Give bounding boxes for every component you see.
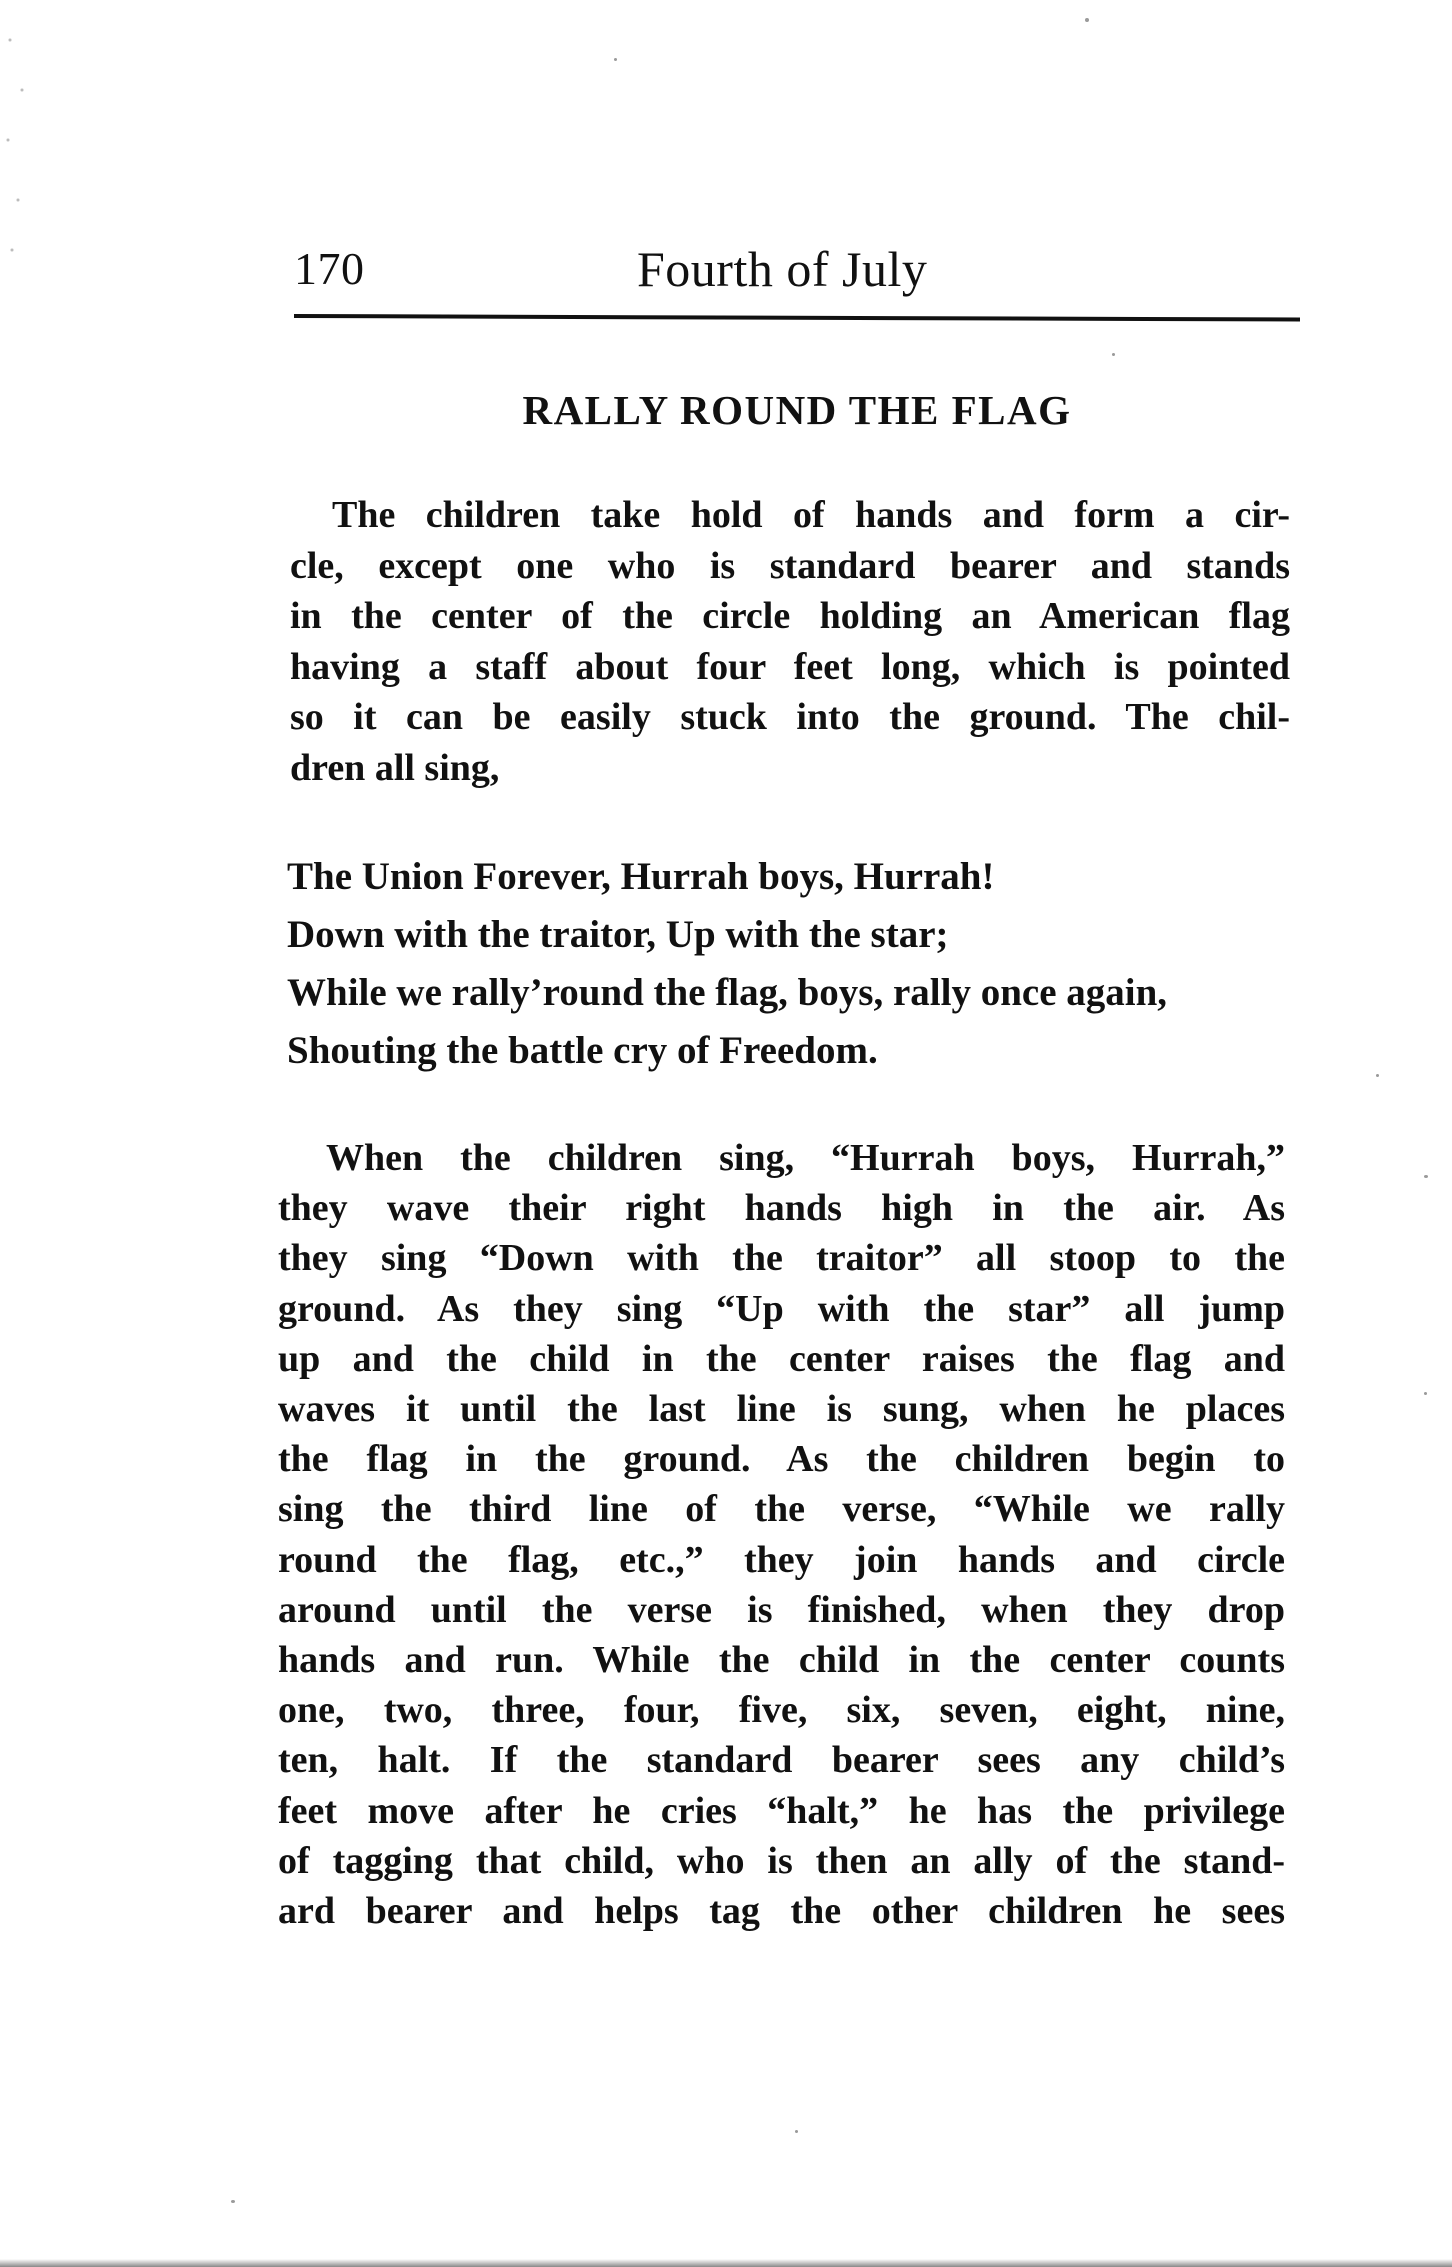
- scan-speck: [1112, 353, 1115, 356]
- paragraph-line: ten, halt. If the standard bearer sees any child’s: [278, 1739, 1285, 1782]
- paragraph-line: of tagging that child, who is then an ally of the stand-: [278, 1839, 1285, 1882]
- paragraph-line: cle, except one who is standard bearer and stands: [290, 544, 1290, 587]
- song-line: Down with the traitor, Up with the star;: [287, 913, 949, 956]
- scan-speck: [795, 2130, 798, 2133]
- instructions-paragraph: [278, 1133, 1285, 1936]
- song-line: Shouting the battle cry of Freedom.: [287, 1029, 878, 1072]
- scan-bottom-edge: [0, 2259, 1452, 2267]
- running-head: [294, 238, 1300, 318]
- scan-speck: [1376, 1074, 1379, 1077]
- paragraph-line: sing the third line of the verse, “While we rally: [278, 1488, 1285, 1531]
- scan-speck: [231, 2200, 235, 2203]
- paragraph-line: ground. As they sing “Up with the star” all jump: [278, 1287, 1285, 1330]
- scan-edge-noise: [0, 0, 40, 300]
- scan-speck: [614, 58, 617, 61]
- paragraph-line: in the center of the circle holding an American flag: [290, 595, 1290, 637]
- paragraph-line: the flag in the ground. As the children begin to: [278, 1438, 1285, 1481]
- paragraph-line: dren all sing,: [290, 746, 500, 789]
- paragraph-line: The children take hold of hands and form a cir-: [332, 494, 1290, 536]
- section-title: RALLY ROUND THE FLAG: [522, 387, 1072, 433]
- paragraph-line: so it can be easily stuck into the ground. The chil-: [290, 696, 1290, 738]
- paragraph-line: round the flag, etc.,” they join hands and circle: [278, 1538, 1285, 1581]
- paragraph-line: hands and run. While the child in the center counts: [278, 1639, 1285, 1682]
- paragraph-line: around until the verse is finished, when they drop: [278, 1588, 1285, 1631]
- paragraph-line: having a staff about four feet long, which is pointed: [290, 645, 1290, 688]
- paragraph-line: waves it until the last line is sung, when he places: [278, 1388, 1285, 1431]
- scan-speck: [1085, 18, 1089, 22]
- song-line: The Union Forever, Hurrah boys, Hurrah!: [287, 855, 995, 898]
- page-number: 170: [294, 243, 365, 294]
- paragraph-line: they wave their right hands high in the air. As: [278, 1187, 1285, 1230]
- scan-speck: [1424, 1175, 1428, 1178]
- running-title: Fourth of July: [637, 241, 928, 297]
- paragraph-line: one, two, three, four, five, six, seven, eight, nine,: [278, 1689, 1285, 1732]
- paragraph-line: they sing “Down with the traitor” all stoop to the: [278, 1237, 1285, 1280]
- paragraph-line: ard bearer and helps tag the other children he sees: [278, 1890, 1285, 1933]
- paragraph-line: When the children sing, “Hurrah boys, Hurrah,”: [326, 1137, 1285, 1179]
- paragraph-line: up and the child in the center raises the flag and: [278, 1337, 1285, 1380]
- intro-paragraph: [290, 490, 1290, 793]
- song-line: While we rally’round the flag, boys, rally once again,: [287, 971, 1168, 1014]
- song-verse: [287, 848, 1297, 1080]
- paragraph-line: feet move after he cries “halt,” he has the privilege: [278, 1789, 1285, 1832]
- scan-speck: [1424, 1392, 1427, 1395]
